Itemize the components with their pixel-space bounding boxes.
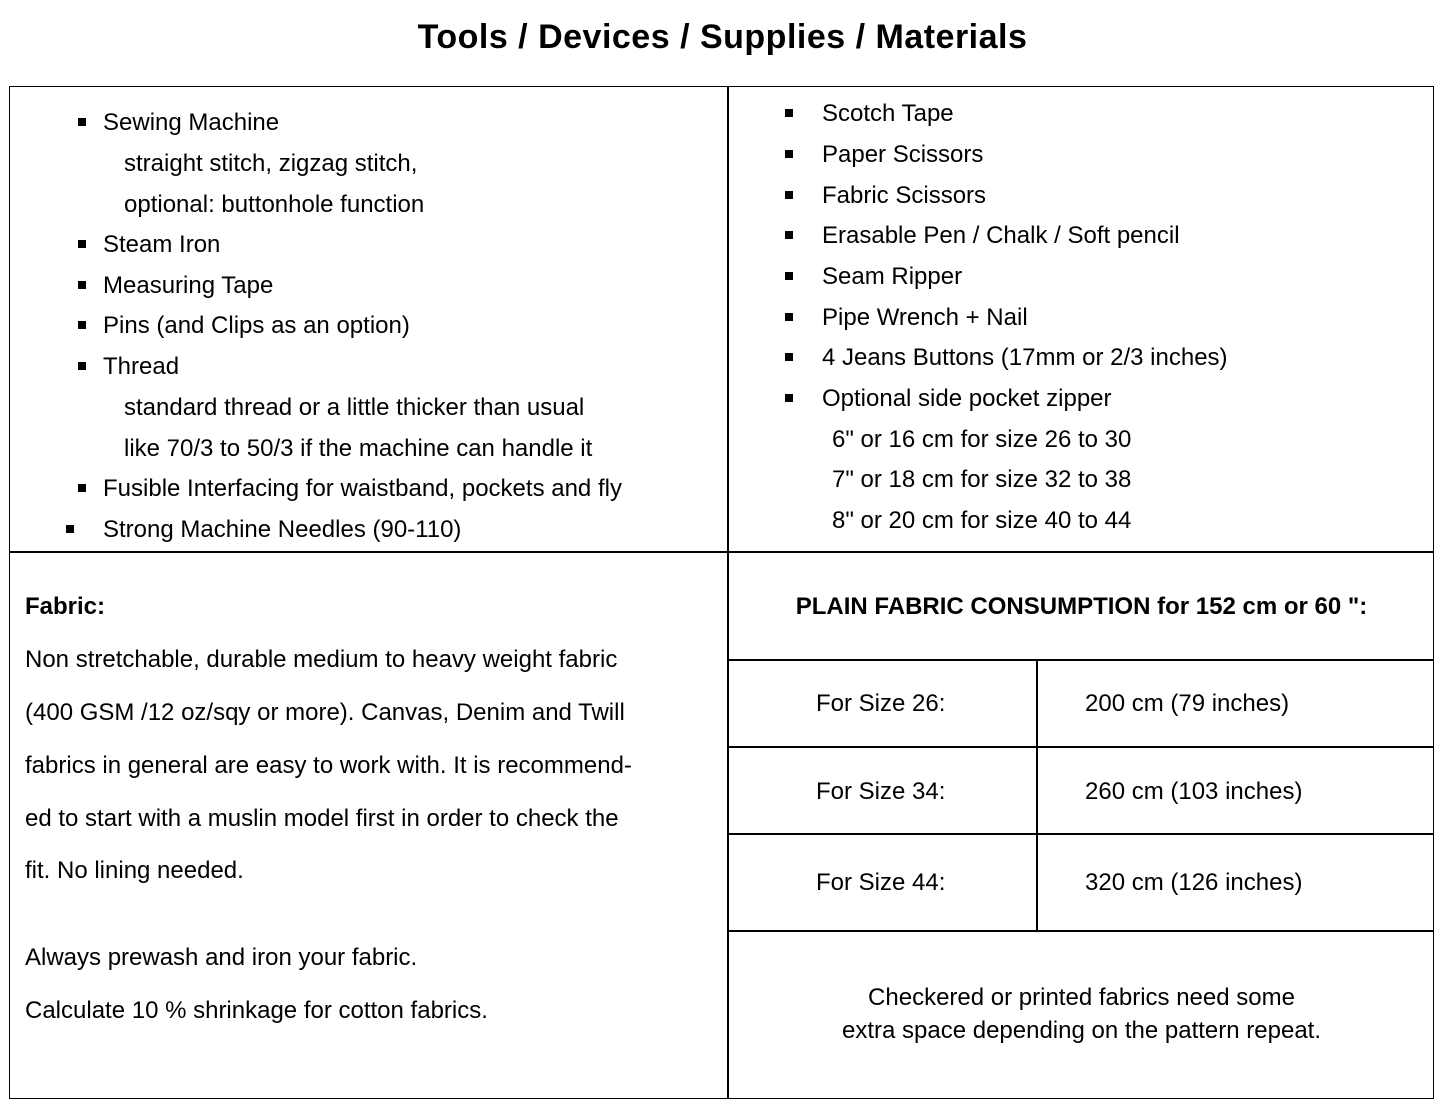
list-item: Thread bbox=[103, 353, 180, 380]
bullet-icon bbox=[66, 525, 74, 533]
list-item-detail: 6" or 16 cm for size 26 to 30 bbox=[832, 426, 1132, 453]
list-item-detail: straight stitch, zigzag stitch, bbox=[124, 150, 418, 177]
list-item: Sewing Machine bbox=[103, 109, 280, 136]
fabric-text-line: fit. No lining needed. bbox=[25, 857, 244, 884]
list-item-detail: optional: buttonhole function bbox=[124, 191, 425, 218]
page-title: Tools / Devices / Supplies / Materials bbox=[417, 18, 1028, 56]
list-item: Optional side pocket zipper bbox=[822, 385, 1112, 412]
list-item: Fusible Interfacing for waistband, pockets and fly bbox=[103, 475, 622, 502]
consumption-row-divider bbox=[727, 833, 1434, 835]
size-label: For Size 44: bbox=[816, 869, 946, 896]
list-item: Scotch Tape bbox=[822, 100, 954, 127]
list-item-detail: like 70/3 to 50/3 if the machine can handle it bbox=[124, 435, 593, 462]
list-item: Seam Ripper bbox=[822, 263, 963, 290]
bullet-icon bbox=[785, 394, 793, 402]
list-item: Steam Iron bbox=[103, 231, 221, 258]
bullet-icon bbox=[78, 321, 86, 329]
row-divider bbox=[9, 551, 1434, 553]
consumption-note-line: extra space depending on the pattern repeat. bbox=[841, 1017, 1321, 1044]
consumption-note-line: Checkered or printed fabrics need some bbox=[868, 984, 1295, 1011]
consumption-row-divider bbox=[727, 746, 1434, 748]
size-amount: 260 cm (103 inches) bbox=[1085, 778, 1303, 805]
bullet-icon bbox=[78, 281, 86, 289]
bullet-icon bbox=[78, 240, 86, 248]
bullet-icon bbox=[78, 484, 86, 492]
bullet-icon bbox=[785, 191, 793, 199]
list-item: 4 Jeans Buttons (17mm or 2/3 inches) bbox=[822, 344, 1228, 371]
size-amount: 200 cm (79 inches) bbox=[1085, 690, 1290, 717]
bullet-icon bbox=[785, 231, 793, 239]
list-item: Measuring Tape bbox=[103, 272, 274, 299]
consumption-header-divider bbox=[727, 659, 1434, 661]
fabric-text-line: (400 GSM /12 oz/sqy or more). Canvas, Denim and Twill bbox=[25, 699, 625, 726]
size-amount: 320 cm (126 inches) bbox=[1085, 869, 1303, 896]
bullet-icon bbox=[785, 150, 793, 158]
fabric-text-line: Non stretchable, durable medium to heavy weight fabric bbox=[25, 646, 618, 673]
list-item: Strong Machine Needles (90-110) bbox=[103, 516, 462, 543]
list-item-detail: standard thread or a little thicker than usual bbox=[124, 394, 585, 421]
consumption-heading: PLAIN FABRIC CONSUMPTION for 152 cm or 60 ": bbox=[795, 593, 1368, 620]
size-label: For Size 26: bbox=[816, 690, 946, 717]
fabric-note: Always prewash and iron your fabric. bbox=[25, 944, 418, 971]
bullet-icon bbox=[78, 362, 86, 370]
bullet-icon bbox=[785, 313, 793, 321]
fabric-heading: Fabric: bbox=[25, 593, 106, 620]
bullet-icon bbox=[785, 109, 793, 117]
bullet-icon bbox=[78, 118, 86, 126]
list-item-detail: 7" or 18 cm for size 32 to 38 bbox=[832, 466, 1132, 493]
list-item-detail: 8" or 20 cm for size 40 to 44 bbox=[832, 507, 1132, 534]
column-divider bbox=[727, 86, 729, 1099]
fabric-text-line: ed to start with a muslin model first in order to check the bbox=[25, 805, 619, 832]
list-item: Fabric Scissors bbox=[822, 182, 987, 209]
bullet-icon bbox=[785, 272, 793, 280]
consumption-footer-divider bbox=[727, 930, 1434, 932]
list-item: Pipe Wrench + Nail bbox=[822, 304, 1028, 331]
size-label: For Size 34: bbox=[816, 778, 946, 805]
bullet-icon bbox=[785, 353, 793, 361]
list-item: Paper Scissors bbox=[822, 141, 984, 168]
fabric-text-line: fabrics in general are easy to work with. It is recommend- bbox=[25, 752, 632, 779]
list-item: Pins (and Clips as an option) bbox=[103, 312, 410, 339]
fabric-note: Calculate 10 % shrinkage for cotton fabrics. bbox=[25, 997, 488, 1024]
list-item: Erasable Pen / Chalk / Soft pencil bbox=[822, 222, 1180, 249]
consumption-column-divider bbox=[1036, 659, 1038, 931]
